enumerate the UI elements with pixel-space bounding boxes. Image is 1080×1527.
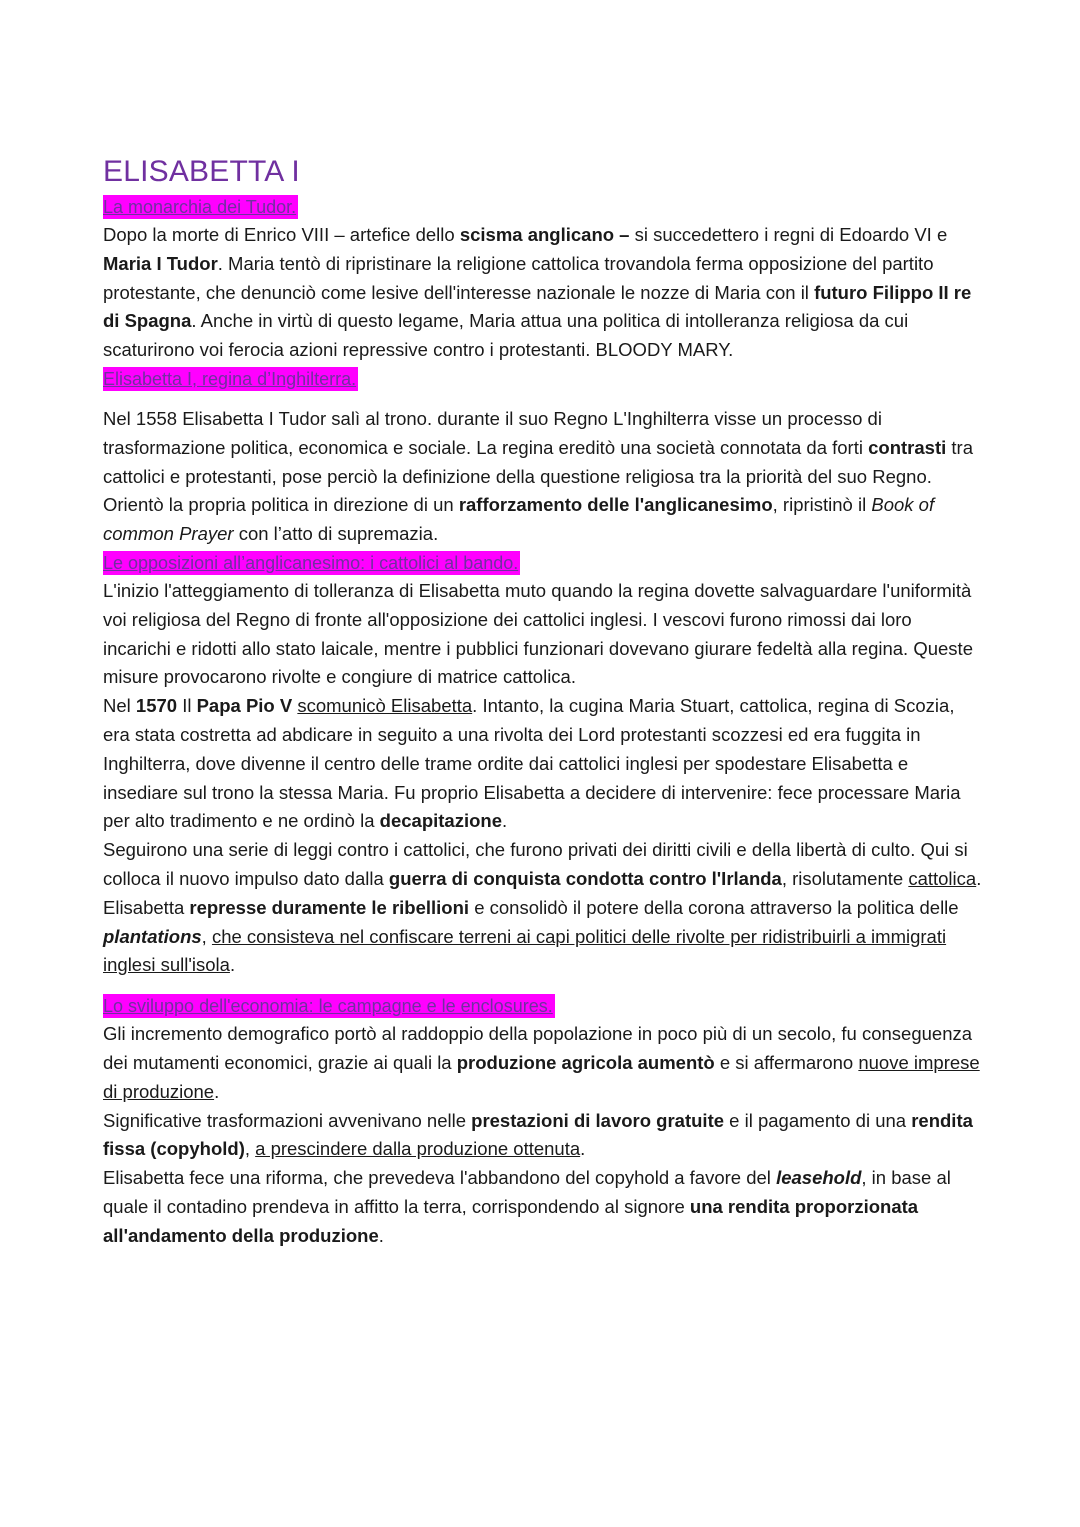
paragraph [103, 836, 983, 980]
bold-text: una rendita proporzionata all'andamento della produzione [103, 1195, 919, 1246]
section-heading-economia: Lo sviluppo dell'economia: le campagne e le enclosures. [103, 996, 553, 1017]
bold-italic-text: plantations [103, 925, 202, 947]
section-tudor [103, 193, 983, 365]
text-run: . [229, 954, 236, 976]
text-run: e si affermarono [714, 1051, 859, 1073]
text-run: , [201, 925, 212, 947]
text-run: Nel 1558 Elisabetta I Tudor salì al trono. durante il suo Regno L'Inghilterra visse un processo di trasformazione politica, economica e sociale. La regina ereditò una società connotata da forti [103, 407, 882, 458]
bold-text: decapitazione [379, 810, 502, 832]
bold-text: Maria I Tudor [103, 252, 218, 274]
paragraph [103, 1164, 983, 1250]
paragraph: L'inizio l'atteggiamento di tolleranza di Elisabetta muto quando la regina dovette salvaguardare l'uniformità voi religiosa del Regno di fronte all'opposizione dei cattolici inglesi. I vescovi furono rimossi dai loro incarichi e ridotti allo stato laicale, mentre i pubblici funzionari dovevano giurare fedeltà alla regina. Queste misure provocarono rivolte e congiure di matrice cattolica. [103, 579, 973, 688]
paragraph [103, 1107, 983, 1165]
bold-text: produzione agricola aumentò [456, 1051, 715, 1073]
text-run: Dopo la morte di Enrico VIII – artefice dello [103, 224, 460, 245]
underlined-text: nuove imprese di produzione [103, 1051, 980, 1102]
bold-text: 1570 [135, 695, 178, 717]
italic-text: Book of common Prayer [103, 494, 935, 545]
text-run: , ripristinò il [772, 494, 872, 516]
paragraph [103, 692, 983, 836]
section-economia [103, 992, 983, 1250]
section-heading-tudor: La monarchia dei Tudor. [103, 197, 297, 217]
bold-text: futuro Filippo II re di Spagna [103, 281, 972, 332]
text-run: . Intanto, la cugina Maria Stuart, cattolica, regina di Scozia, era stata costretta ad abdicare in seguito a una rivolta dei Lord protestanti scozzesi ed era fuggita in Inghilterra, dove divenne il centro delle trame ordite dai cattolici inglesi per spodestare Elisabetta e insediare sul trono la stessa Maria. Fu proprio Elisabetta a decidere di intervenire: fece processare Maria per alto tradimento e ne ordinò la [103, 695, 961, 832]
underlined-text: cattolica [908, 867, 977, 889]
underlined-text: scomunicò Elisabetta [297, 695, 473, 717]
text-run: . [214, 1080, 220, 1102]
text-run: . [580, 1138, 586, 1160]
text-run: si succedettero i regni di Edoardo VI e [629, 224, 948, 245]
bold-text: guerra di conquista condotta contro l'Irlanda [388, 867, 782, 889]
section-opposizioni [103, 549, 983, 980]
bold-text: rafforzamento delle l'anglicanesimo [458, 494, 773, 516]
text-run: . [502, 810, 508, 832]
bold-text: prestazioni di lavoro gratuite [471, 1109, 725, 1131]
text-run: . Anche in virtù di questo legame, Maria attua una politica di intolleranza religiosa da cui scaturirono voi ferocia azioni repressive contro i protestanti. BLOODY MARY. [103, 310, 909, 361]
page-title: ELISABETTA I [103, 155, 300, 188]
bold-text: scisma anglicano – [459, 224, 630, 245]
paragraph [103, 405, 983, 549]
bold-text: Papa Pio V [196, 695, 293, 717]
text-run: Seguirono una serie di leggi contro i cattolici, che furono privati dei diritti civili e della libertà di culto. Qui si colloca il nuovo impulso dato dalla [103, 839, 968, 889]
text-run: , in base al quale il contadino prendeva in affitto la terra, corrispondendo al signore [103, 1167, 951, 1217]
paragraph [103, 1020, 983, 1106]
section-elisabetta-regina [103, 365, 983, 549]
text-run: tra cattolici e protestanti, pose perciò la definizione della questione religiosa tra la priorità del suo Regno. Orientò la propria politica in direzione di un [103, 436, 973, 516]
text-run: Il [177, 695, 197, 717]
text-run: e consolidò il potere della corona attraverso la politica delle [469, 896, 959, 918]
document-content [103, 155, 983, 1251]
text-run: . Maria tentò di ripristinare la religione cattolica trovandola ferma opposizione del partito protestante, che denunciò come lesive dell'interesse nazionale le nozze di Maria con il [103, 252, 934, 303]
section-heading-elisabetta: Elisabetta I, regina d’Inghilterra. [103, 368, 357, 389]
underlined-text: a prescindere dalla produzione ottenuta [255, 1138, 581, 1160]
text-run: Gli incremento demografico portò al raddoppio della popolazione in poco più di un secolo, fu conseguenza dei mutamenti economici, grazie ai quali la [103, 1023, 973, 1073]
text-run: con l’atto di supremazia. [233, 523, 439, 545]
bold-text: rendita fissa (copyhold) [103, 1109, 973, 1160]
bold-italic-text: leasehold [776, 1167, 862, 1189]
text-run: Significative trasformazioni avvenivano nelle [103, 1109, 472, 1131]
text-run: . Elisabetta [103, 867, 982, 918]
text-run: Elisabetta fece una riforma, che prevedeva l'abbandono del copyhold a favore del [103, 1167, 777, 1189]
bold-text: contrasti [868, 436, 947, 458]
underlined-text: che consisteva nel confiscare terreni ai capi politici delle rivolte per ridistribuirli a immigrati inglesi sull'isola [103, 925, 947, 976]
bold-text: represse duramente le ribellioni [189, 896, 470, 918]
text-run: , risolutamente [781, 867, 909, 889]
section-heading-opposizioni: Le opposizioni all’anglicanesimo: i cattolici al bando. [103, 552, 519, 573]
text-run: . [378, 1224, 384, 1246]
paragraph [103, 221, 983, 365]
text-run: , [244, 1138, 256, 1160]
text-run: e il pagamento di una [724, 1109, 912, 1131]
text-run: Nel [103, 695, 136, 717]
